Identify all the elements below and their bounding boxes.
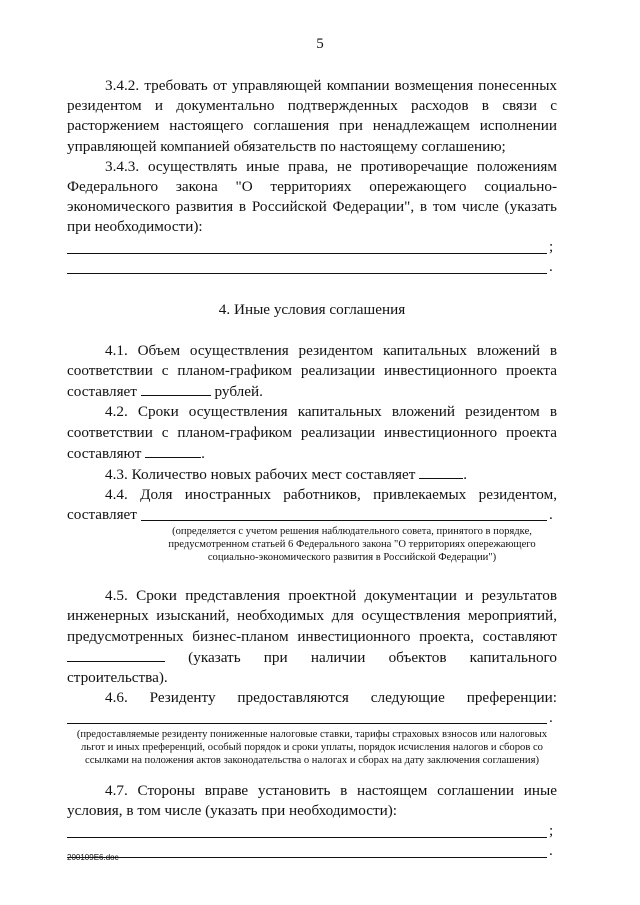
line-end-semicolon: ; xyxy=(549,822,554,840)
blank-line xyxy=(67,723,547,724)
clause-4-1 xyxy=(67,341,557,403)
fill-line-4-7-b xyxy=(67,842,557,862)
blank-field-term xyxy=(145,443,201,458)
clause-4-4-line-2 xyxy=(67,505,557,525)
section-4-title: 4. Иные условия соглашения xyxy=(218,300,406,318)
fill-line-4-6 xyxy=(67,708,557,728)
document-body xyxy=(67,76,557,862)
clause-4-5-text: 4.5. Сроки представления проектной документации и результатов инженерных изысканий, необходимых для осуществления мероприятий, предусмотренных бизнес-планом инвестиционного проекта, составляют xyxy=(67,587,557,645)
clause-4-3-period: . xyxy=(463,466,467,484)
line-end-period: . xyxy=(549,842,553,860)
line-end-period: . xyxy=(549,709,553,727)
clause-4-2 xyxy=(67,402,557,464)
fill-line-4-7-a xyxy=(67,822,557,842)
fill-line-3-4-3-b xyxy=(67,258,557,278)
blank-field-amount xyxy=(141,381,211,396)
blank-line xyxy=(67,253,547,254)
clause-4-5-tail: (указать при наличии объектов капитального строительства). xyxy=(67,648,557,687)
blank-line xyxy=(67,837,547,838)
clause-4-7: 4.7. Стороны вправе установить в настоящем соглашении иные условия, в том числе (указать при необходимости): xyxy=(67,782,557,820)
line-end-period: . xyxy=(549,258,553,276)
blank-line xyxy=(67,273,547,274)
spacer xyxy=(67,767,557,781)
blank-field-deadline xyxy=(67,647,165,662)
clause-3-4-3: 3.4.3. осуществлять иные права, не противоречащие положениям Федерального закона "О территориях опережающего социально-экономического развития в Российской Федерации", в том числе (указать при необходимости): xyxy=(67,157,557,236)
line-end-period: . xyxy=(549,506,553,524)
clause-4-2-text: 4.2. Сроки осуществления капитальных вложений резидентом в соответствии с планом-графиком реализации инвестиционного проекта составляют xyxy=(67,403,557,462)
clause-4-2-period: . xyxy=(201,444,205,462)
clause-4-4-line-1: 4.4. Доля иностранных работников, привлекаемых резидентом, xyxy=(105,486,557,504)
fill-line-3-4-3-a xyxy=(67,238,557,258)
clause-4-4-note: (определяется с учетом решения наблюдательного совета, принятого в порядке, предусмотренном статьей 6 Федерального закона "О территориях опережающего социально-экономического развития в Российской Федерации") xyxy=(168,526,536,563)
page-number: 5 xyxy=(316,36,324,52)
blank-line xyxy=(141,520,547,521)
clause-4-1-text: 4.1. Объем осуществления резидентом капитальных вложений в соответствии с планом-графиком реализации инвестиционного проекта составляет xyxy=(67,341,557,401)
clause-4-3 xyxy=(67,464,557,485)
clause-4-1-unit: рублей. xyxy=(214,383,263,401)
clause-4-6-line: 4.6. Резиденту предоставляются следующие преференции: xyxy=(105,689,557,707)
clause-4-6-note: (предоставляемые резиденту пониженные налоговые ставки, тарифы страховых взносов или налоговых льгот и иных преференций, особый порядок и сроки уплаты, порядок исчисления налогов и сборов со ссылками на положения актов законодательства о налогах и сборах на дату заключения соглашения) xyxy=(76,729,548,766)
clause-4-5 xyxy=(67,586,557,688)
spacer xyxy=(67,564,557,586)
file-name-footer: 200109E6.doc xyxy=(67,853,119,862)
blank-field-jobs xyxy=(419,464,463,479)
clause-3-4-2: 3.4.2. требовать от управляющей компании возмещения понесенных резидентом и документально подтвержденных расходов в связи с расторжением настоящего соглашения при ненадлежащем исполнении управляющей компанией обязательств по настоящему соглашению; xyxy=(67,77,557,155)
blank-line xyxy=(67,857,547,858)
line-end-semicolon: ; xyxy=(549,238,554,256)
clause-4-4-label: составляет xyxy=(67,506,137,524)
clause-4-3-text: 4.3. Количество новых рабочих мест составляет xyxy=(105,466,416,484)
